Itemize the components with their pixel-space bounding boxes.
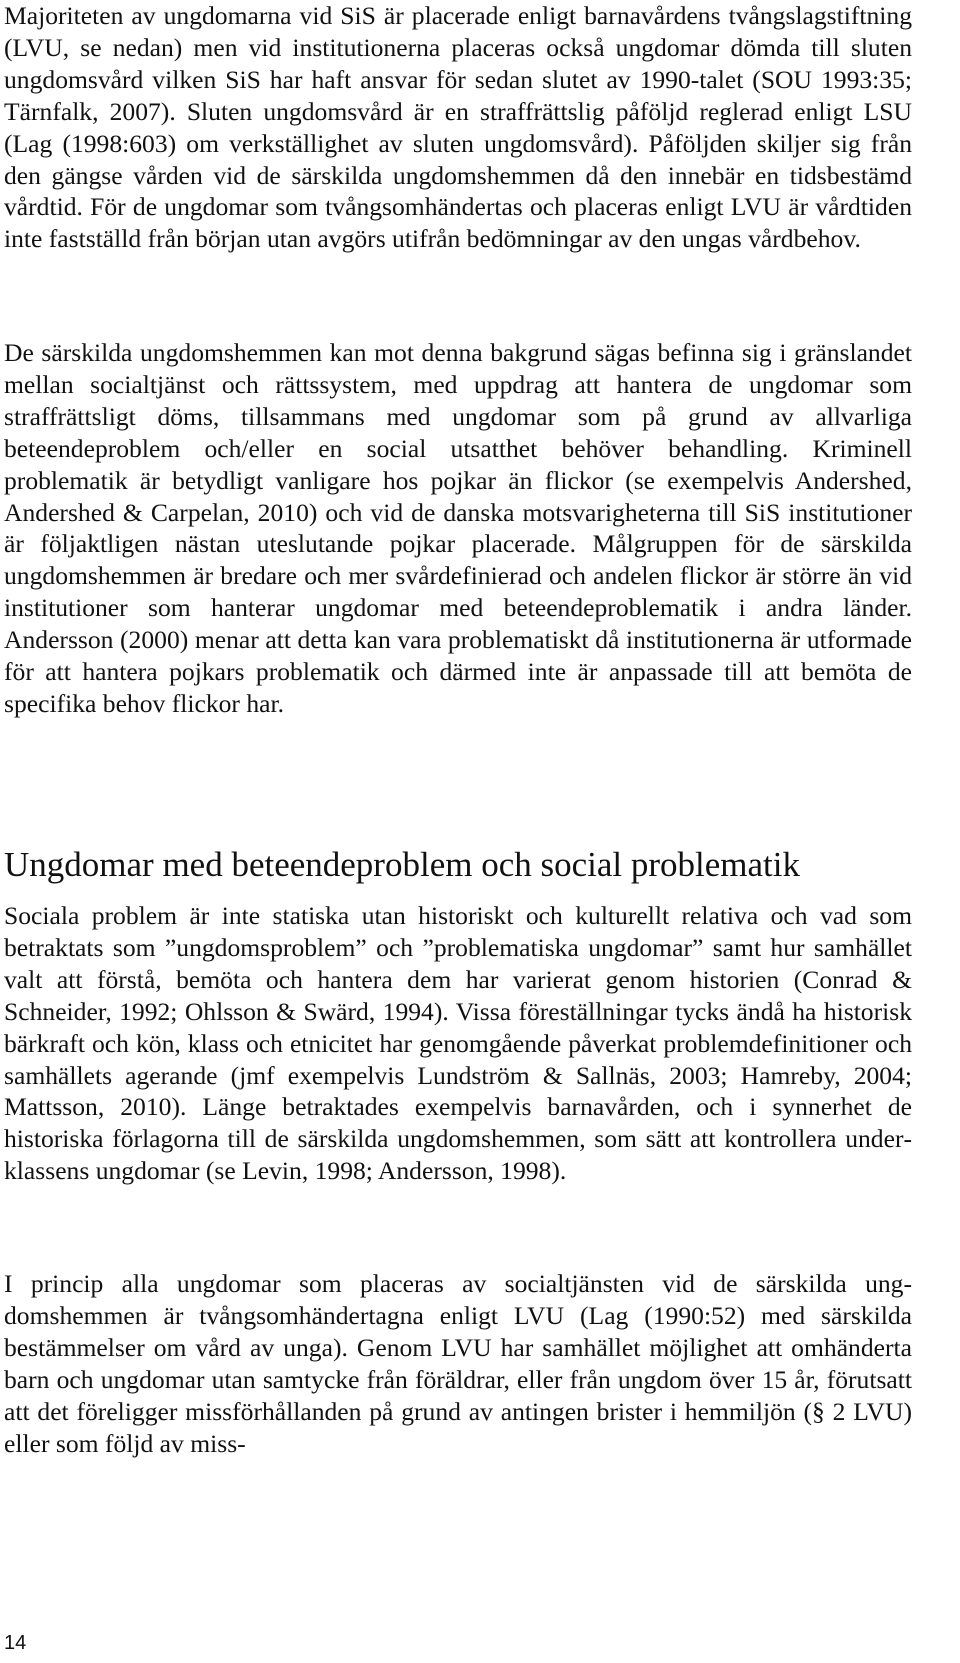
section-heading: Ungdomar med beteendeproblem och social problematik [4, 845, 800, 884]
section-paragraph: I princip alla ungdomar som placeras av socialtjänsten vid de särskilda ungdomshemmen är tvångsomhändertagna enligt LVU (Lag (1990:52) med särskilda bestämmelser om vård av unga). Genom LVU har samhället möjlighet att omhänderta barn och ungdomar utan samtycke från föräldrar, eller från ungdom över 15 år, förutsatt att det föreligger missförhållanden på grund av antingen brister i hemmiljön (§ 2 LVU) eller som följd av miss- [4, 1269, 912, 1458]
body-paragraph: De särskilda ungdomshemmen kan mot denna bakgrund sägas befinna sig i gränslandet mellan socialtjänst och rättssystem, med uppdrag att hantera de ungdomar som straffrättsligt döms, tillsammans med ungdomar som på grund av allvarliga beteendeproblem och/eller en social utsatthet behöver behandling. Kriminell problematik är betydligt vanligare hos pojkar än flickor (se exempelvis Andershed, Andershed & Carpelan, 2010) och vid de danska motsvarigheterna till SiS institutioner är följaktligen nästan uteslutande pojkar placerade. Målgruppen för de särskilda ungdomshemmen är bredare och mer svårdefinierad och andelen flickor är större än vid institutioner som hanterar ungdomar med beteendeproblematik i andra länder. Andersson (2000) menar att detta kan vara problematiskt då institutionerna är utformade för att hantera pojkars problematik och därmed inte är anpassade till att bemöta de specifika behov flickor har. [4, 338, 912, 718]
section-paragraph: Sociala problem är inte statiska utan historiskt och kulturellt relativa och vad som betraktats som ”ungdomsproblem” och ”problematiska ungdomar” samt hur samhället valt att förstå, bemöta och hantera dem har varierat genom historien (Conrad & Schneider, 1992; Ohlsson & Swärd, 1994). Vissa föreställningar tycks ändå ha historisk bärkraft och kön, klass och etnicitet har genomgående påverkat problemdefinitioner och samhällets agerande (jmf exempelvis Lundström & Sallnäs, 2003; Hamreby, 2004; Mattsson, 2010). Länge betraktades exempelvis barnavården, och i synnerhet de historiska förlagorna till de särskilda ungdomshemmen, som sätt att kontrollera underklassens ungdomar (se Levin, 1998; Andersson, 1998). [4, 901, 912, 1186]
page-number: 14 [4, 1632, 27, 1654]
body-paragraph: Majoriteten av ungdomarna vid SiS är placerade enligt barnavårdens tvångslagstiftning (LVU, se nedan) men vid institutionerna placeras också ungdomar dömda till sluten ungdomsvård vilken SiS har haft ansvar för sedan slutet av 1990-talet (SOU 1993:35; Tärnfalk, 2007). Sluten ungdomsvård är en straffrättslig påföljd reglerad enligt LSU (Lag (1998:603) om verkställighet av sluten ungdomsvård). Påföljden skiljer sig från den gängse vården vid de särskilda ungdomshemmen då den innebär en tidsbestämd vårdtid. För de ungdomar som tvångsomhändertas och placeras enligt LVU är vårdtiden inte fastställd från början utan avgörs utifrån bedömningar av den ungas vårdbehov. [4, 1, 912, 254]
